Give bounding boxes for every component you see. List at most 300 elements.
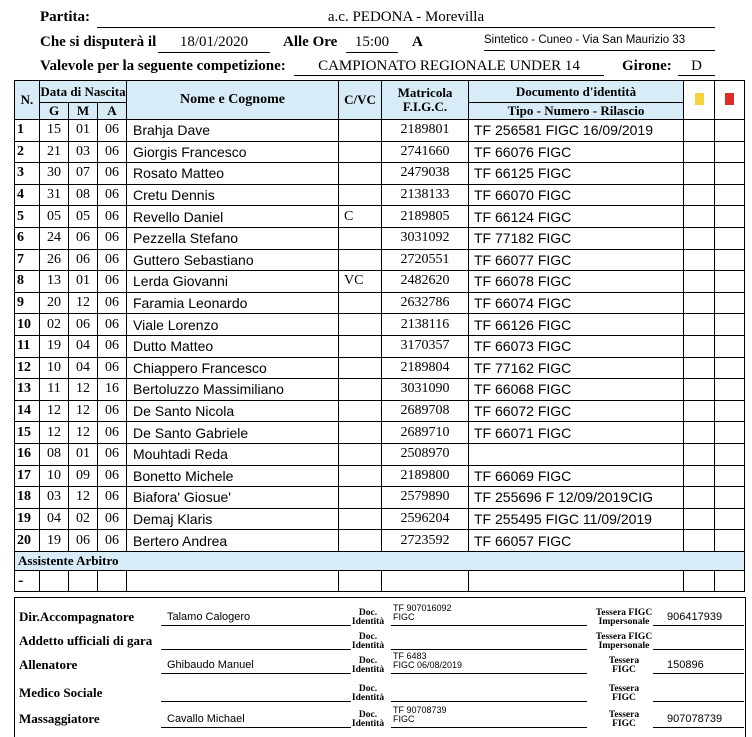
birth-month: 06 — [69, 530, 98, 552]
tessera-line — [653, 625, 744, 626]
captain-flag — [339, 530, 382, 552]
staff-role-label: Allenatore — [19, 657, 78, 672]
birth-month: 04 — [69, 335, 98, 357]
staff-name-line — [161, 701, 351, 702]
assistente-cell — [339, 570, 382, 591]
staff-doc-line-1: TF 90708739 — [393, 705, 447, 715]
player-matricola: 2189805 — [382, 206, 469, 228]
staff-name-line — [161, 673, 351, 674]
doc-identita-label-1: Doc. — [358, 632, 378, 642]
red-card-cell — [715, 249, 745, 271]
competizione-label: Valevole per la seguente competizione: — [40, 58, 286, 74]
captain-flag — [339, 379, 382, 401]
player-row — [15, 141, 745, 163]
birth-day: 12 — [40, 400, 69, 422]
girone-underline — [678, 75, 715, 76]
player-name: Faramia Leonardo — [127, 292, 339, 314]
player-number: 15 — [15, 422, 40, 444]
player-row — [15, 487, 745, 509]
player-document: TF 66074 FIGC — [469, 292, 684, 314]
doc-identita-label-2: Identità — [351, 693, 385, 703]
birth-year: 06 — [98, 120, 127, 142]
yellow-card-cell — [684, 163, 715, 185]
player-document: TF 66073 FIGC — [469, 335, 684, 357]
birth-year: 06 — [98, 443, 127, 465]
luogo-underline — [484, 50, 715, 51]
birth-day: 02 — [40, 314, 69, 336]
ore-label: Alle Ore — [283, 34, 338, 50]
yellow-card-icon — [695, 93, 704, 105]
birth-month: 07 — [69, 163, 98, 185]
player-number: 12 — [15, 357, 40, 379]
player-row — [15, 206, 745, 228]
assistente-cell — [684, 570, 715, 591]
player-number: 11 — [15, 335, 40, 357]
birth-year: 06 — [98, 508, 127, 530]
birth-month: 12 — [69, 379, 98, 401]
birth-day: 05 — [40, 206, 69, 228]
tessera-label-1: Tessera FIGC — [595, 608, 653, 618]
birth-day: 11 — [40, 379, 69, 401]
captain-flag — [339, 422, 382, 444]
girone-value: D — [691, 58, 702, 74]
doc-line — [391, 625, 587, 626]
yellow-card-cell — [684, 400, 715, 422]
birth-day: 30 — [40, 163, 69, 185]
player-matricola: 2596204 — [382, 508, 469, 530]
player-name: Bonetto Michele — [127, 465, 339, 487]
staff-role-label: Addetto ufficiali di gara — [19, 633, 153, 648]
player-name: Cretu Dennis — [127, 184, 339, 206]
birth-day: 15 — [40, 120, 69, 142]
yellow-card-cell — [684, 335, 715, 357]
red-card-cell — [715, 184, 745, 206]
player-document: TF 66125 FIGC — [469, 163, 684, 185]
player-number: 7 — [15, 249, 40, 271]
player-number: 3 — [15, 163, 40, 185]
birth-year: 06 — [98, 184, 127, 206]
captain-flag — [339, 141, 382, 163]
col-header-tipo-numero-rilascio: Tipo - Numero - Rilascio — [469, 103, 684, 120]
col-header-m: M — [69, 103, 98, 120]
staff-role-label: Massaggiatore — [19, 711, 100, 726]
staff-name-line — [161, 649, 351, 650]
player-row — [15, 314, 745, 336]
competizione-underline — [294, 75, 604, 76]
col-header-n: N. — [15, 81, 40, 120]
birth-day: 12 — [40, 422, 69, 444]
col-header-yellow-card — [684, 81, 715, 120]
player-number: 17 — [15, 465, 40, 487]
tessera-label-2: FIGC — [612, 719, 636, 729]
player-matricola: 2508970 — [382, 443, 469, 465]
doc-identita-label-1: Doc. — [358, 710, 378, 720]
tessera-label-1: Tessera FIGC — [595, 632, 653, 642]
assistente-dash: - — [15, 570, 40, 591]
birth-day: 08 — [40, 443, 69, 465]
player-name: Revello Daniel — [127, 206, 339, 228]
data-label: Che si disputerà il — [40, 34, 157, 50]
player-matricola: 2189800 — [382, 465, 469, 487]
birth-year: 06 — [98, 487, 127, 509]
birth-month: 12 — [69, 292, 98, 314]
birth-year: 06 — [98, 227, 127, 249]
assistente-cell — [382, 570, 469, 591]
player-number: 10 — [15, 314, 40, 336]
player-name: De Santo Gabriele — [127, 422, 339, 444]
col-header-documento: Documento d'identità — [469, 81, 684, 103]
player-document: TF 66124 FIGC — [469, 206, 684, 228]
luogo-value: Sintetico - Cuneo - Via San Maurizio 33 — [484, 34, 686, 46]
player-row — [15, 120, 745, 142]
col-header-g: G — [40, 103, 69, 120]
player-matricola: 2189804 — [382, 357, 469, 379]
player-number: 5 — [15, 206, 40, 228]
captain-flag — [339, 163, 382, 185]
player-name: Chiappero Francesco — [127, 357, 339, 379]
birth-year: 06 — [98, 141, 127, 163]
player-document: TF 256581 FIGC 16/09/2019 — [469, 120, 684, 142]
birth-day: 04 — [40, 508, 69, 530]
birth-month: 06 — [69, 227, 98, 249]
player-row — [15, 530, 745, 552]
doc-line — [391, 727, 587, 728]
birth-year: 06 — [98, 465, 127, 487]
staff-name-line — [161, 625, 351, 626]
player-row — [15, 227, 745, 249]
red-card-cell — [715, 530, 745, 552]
player-name: Viale Lorenzo — [127, 314, 339, 336]
doc-identita-label-2: Identità — [351, 617, 385, 627]
player-document: TF 66057 FIGC — [469, 530, 684, 552]
doc-identita-label-1: Doc. — [358, 656, 378, 666]
player-matricola: 2689708 — [382, 400, 469, 422]
captain-flag — [339, 227, 382, 249]
doc-identita-label-2: Identità — [351, 641, 385, 651]
staff-doc-line-2: FIGC — [393, 612, 415, 622]
player-document: TF 66126 FIGC — [469, 314, 684, 336]
birth-month: 01 — [69, 120, 98, 142]
yellow-card-cell — [684, 530, 715, 552]
birth-year: 06 — [98, 357, 127, 379]
staff-doc-line-2: FIGC — [393, 714, 415, 724]
player-row — [15, 400, 745, 422]
birth-month: 12 — [69, 400, 98, 422]
player-number: 4 — [15, 184, 40, 206]
col-header-nome: Nome e Cognome — [127, 81, 339, 120]
player-row — [15, 379, 745, 401]
staff-name: Cavallo Michael — [167, 713, 245, 725]
player-number: 18 — [15, 487, 40, 509]
red-card-cell — [715, 335, 745, 357]
player-row — [15, 357, 745, 379]
tessera-label-2: Impersonale — [598, 617, 650, 627]
player-row — [15, 292, 745, 314]
birth-year: 06 — [98, 400, 127, 422]
data-value: 18/01/2020 — [179, 34, 249, 50]
birth-day: 31 — [40, 184, 69, 206]
player-name: Biafora' Giosue' — [127, 487, 339, 509]
yellow-card-cell — [684, 120, 715, 142]
player-name: Guttero Sebastiano — [127, 249, 339, 271]
assistente-cell — [469, 570, 684, 591]
birth-month: 01 — [69, 271, 98, 293]
tessera-line — [653, 673, 744, 674]
birth-day: 24 — [40, 227, 69, 249]
tessera-label-2: FIGC — [612, 693, 636, 703]
yellow-card-cell — [684, 292, 715, 314]
player-number: 13 — [15, 379, 40, 401]
player-document: TF 255495 FIGC 11/09/2019 — [469, 508, 684, 530]
ore-value: 15:00 — [354, 34, 390, 50]
assistente-cell — [69, 570, 98, 591]
col-header-data-nascita: Data di Nascita — [40, 81, 127, 103]
player-number: 8 — [15, 271, 40, 293]
captain-flag — [339, 443, 382, 465]
player-document: TF 255696 F 12/09/2019CIG — [469, 487, 684, 509]
player-number: 19 — [15, 508, 40, 530]
yellow-card-cell — [684, 422, 715, 444]
birth-month: 09 — [69, 465, 98, 487]
player-document: TF 77162 FIGC — [469, 357, 684, 379]
player-name: Rosato Matteo — [127, 163, 339, 185]
tessera-line — [653, 649, 744, 650]
yellow-card-cell — [684, 443, 715, 465]
birth-month: 06 — [69, 314, 98, 336]
player-number: 16 — [15, 443, 40, 465]
yellow-card-cell — [684, 465, 715, 487]
captain-flag — [339, 120, 382, 142]
player-row — [15, 163, 745, 185]
staff-role-label: Medico Sociale — [19, 685, 103, 700]
player-name: Lerda Giovanni — [127, 271, 339, 293]
birth-year: 06 — [98, 206, 127, 228]
captain-flag — [339, 400, 382, 422]
birth-year: 06 — [98, 271, 127, 293]
player-number: 6 — [15, 227, 40, 249]
tessera-label-2: FIGC — [612, 665, 636, 675]
yellow-card-cell — [684, 141, 715, 163]
birth-day: 19 — [40, 335, 69, 357]
red-card-cell — [715, 465, 745, 487]
doc-line — [391, 701, 587, 702]
player-row — [15, 184, 745, 206]
birth-year: 06 — [98, 292, 127, 314]
yellow-card-cell — [684, 206, 715, 228]
captain-flag — [339, 487, 382, 509]
birth-day: 03 — [40, 487, 69, 509]
birth-day: 13 — [40, 271, 69, 293]
player-matricola: 2741660 — [382, 141, 469, 163]
player-matricola: 2479038 — [382, 163, 469, 185]
red-card-cell — [715, 314, 745, 336]
player-name: Giorgis Francesco — [127, 141, 339, 163]
birth-year: 06 — [98, 422, 127, 444]
girone-label: Girone: — [622, 58, 672, 74]
competizione-value: CAMPIONATO REGIONALE UNDER 14 — [318, 58, 580, 74]
captain-flag — [339, 314, 382, 336]
birth-month: 01 — [69, 443, 98, 465]
player-row — [15, 508, 745, 530]
assistente-arbitro-label: Assistente Arbitro — [15, 551, 745, 570]
player-document: TF 66071 FIGC — [469, 422, 684, 444]
matricola-label: Matricola — [397, 85, 453, 100]
player-document: TF 66076 FIGC — [469, 141, 684, 163]
player-name: Dutto Matteo — [127, 335, 339, 357]
player-number: 9 — [15, 292, 40, 314]
red-card-cell — [715, 120, 745, 142]
yellow-card-cell — [684, 184, 715, 206]
birth-year: 06 — [98, 530, 127, 552]
tessera-label-1: Tessera — [608, 684, 640, 694]
staff-tessera-value: 907078739 — [667, 713, 723, 725]
birth-day: 19 — [40, 530, 69, 552]
col-header-red-card — [715, 81, 745, 120]
tessera-line — [653, 701, 744, 702]
staff-section — [14, 597, 746, 737]
birth-month: 12 — [69, 422, 98, 444]
doc-line — [391, 649, 587, 650]
player-name: Pezzella Stefano — [127, 227, 339, 249]
red-card-cell — [715, 422, 745, 444]
player-name: Mouhtadi Reda — [127, 443, 339, 465]
doc-identita-label-1: Doc. — [358, 684, 378, 694]
player-number: 14 — [15, 400, 40, 422]
yellow-card-cell — [684, 508, 715, 530]
captain-flag: VC — [339, 271, 382, 293]
partita-value: a.c. PEDONA - Morevilla — [327, 9, 485, 25]
tessera-line — [653, 727, 744, 728]
birth-month: 12 — [69, 487, 98, 509]
birth-year: 06 — [98, 163, 127, 185]
red-card-cell — [715, 487, 745, 509]
birth-day: 26 — [40, 249, 69, 271]
player-name: Bertero Andrea — [127, 530, 339, 552]
birth-year: 16 — [98, 379, 127, 401]
red-card-cell — [715, 163, 745, 185]
col-header-cvc: C/VC — [339, 81, 382, 120]
birth-month: 04 — [69, 357, 98, 379]
assistente-cell — [40, 570, 69, 591]
captain-flag: C — [339, 206, 382, 228]
captain-flag — [339, 184, 382, 206]
staff-doc-line-1: TF 6483 — [393, 651, 427, 661]
players-table — [14, 80, 745, 592]
player-row — [15, 271, 745, 293]
yellow-card-cell — [684, 379, 715, 401]
partita-label: Partita: — [40, 9, 90, 25]
player-number: 1 — [15, 120, 40, 142]
player-row — [15, 443, 745, 465]
player-matricola: 2138116 — [382, 314, 469, 336]
yellow-card-cell — [684, 314, 715, 336]
player-document — [469, 443, 684, 465]
red-card-cell — [715, 227, 745, 249]
birth-month: 02 — [69, 508, 98, 530]
yellow-card-cell — [684, 487, 715, 509]
player-matricola: 3031090 — [382, 379, 469, 401]
staff-tessera-value: 150896 — [667, 659, 704, 671]
col-header-a: A — [98, 103, 127, 120]
player-row — [15, 422, 745, 444]
red-card-cell — [715, 206, 745, 228]
doc-identita-label-2: Identità — [351, 665, 385, 675]
red-card-icon — [725, 93, 734, 105]
doc-line — [391, 673, 587, 674]
red-card-cell — [715, 379, 745, 401]
player-document: TF 66070 FIGC — [469, 184, 684, 206]
red-card-cell — [715, 141, 745, 163]
captain-flag — [339, 508, 382, 530]
red-card-cell — [715, 292, 745, 314]
staff-name: Talamo Calogero — [167, 611, 251, 623]
player-row — [15, 465, 745, 487]
player-row — [15, 335, 745, 357]
player-matricola: 3170357 — [382, 335, 469, 357]
birth-month: 05 — [69, 206, 98, 228]
player-number: 20 — [15, 530, 40, 552]
birth-day: 10 — [40, 465, 69, 487]
player-document: TF 66069 FIGC — [469, 465, 684, 487]
yellow-card-cell — [684, 249, 715, 271]
birth-month: 08 — [69, 184, 98, 206]
player-matricola: 2720551 — [382, 249, 469, 271]
staff-name: Ghibaudo Manuel — [167, 659, 254, 671]
player-number: 2 — [15, 141, 40, 163]
red-card-cell — [715, 400, 745, 422]
staff-doc-line-1: TF 907016092 — [393, 603, 452, 613]
yellow-card-cell — [684, 271, 715, 293]
birth-day: 21 — [40, 141, 69, 163]
birth-month: 03 — [69, 141, 98, 163]
doc-identita-label-1: Doc. — [358, 608, 378, 618]
player-matricola: 2189801 — [382, 120, 469, 142]
player-name: Demaj Klaris — [127, 508, 339, 530]
tessera-label-1: Tessera — [608, 656, 640, 666]
birth-month: 06 — [69, 249, 98, 271]
player-matricola: 2632786 — [382, 292, 469, 314]
player-name: De Santo Nicola — [127, 400, 339, 422]
assistente-cell — [127, 570, 339, 591]
player-document: TF 66072 FIGC — [469, 400, 684, 422]
birth-year: 06 — [98, 249, 127, 271]
player-matricola: 2723592 — [382, 530, 469, 552]
col-header-matricola — [382, 81, 469, 120]
birth-day: 10 — [40, 357, 69, 379]
staff-role-label: Dir.Accompagnatore — [19, 609, 135, 624]
captain-flag — [339, 249, 382, 271]
ore-underline — [346, 52, 398, 53]
tessera-label-2: Impersonale — [598, 641, 650, 651]
player-matricola: 2579890 — [382, 487, 469, 509]
player-matricola: 2138133 — [382, 184, 469, 206]
player-matricola: 3031092 — [382, 227, 469, 249]
captain-flag — [339, 357, 382, 379]
red-card-cell — [715, 508, 745, 530]
doc-identita-label-2: Identità — [351, 719, 385, 729]
player-document: TF 66077 FIGC — [469, 249, 684, 271]
staff-tessera-value: 906417939 — [667, 611, 723, 623]
data-underline — [158, 52, 270, 53]
player-matricola: 2689710 — [382, 422, 469, 444]
captain-flag — [339, 292, 382, 314]
player-document: TF 77182 FIGC — [469, 227, 684, 249]
player-document: TF 66068 FIGC — [469, 379, 684, 401]
staff-name-line — [161, 727, 351, 728]
partita-underline — [97, 27, 715, 28]
yellow-card-cell — [684, 227, 715, 249]
staff-doc-line-2: FIGC 06/08/2019 — [393, 660, 463, 670]
